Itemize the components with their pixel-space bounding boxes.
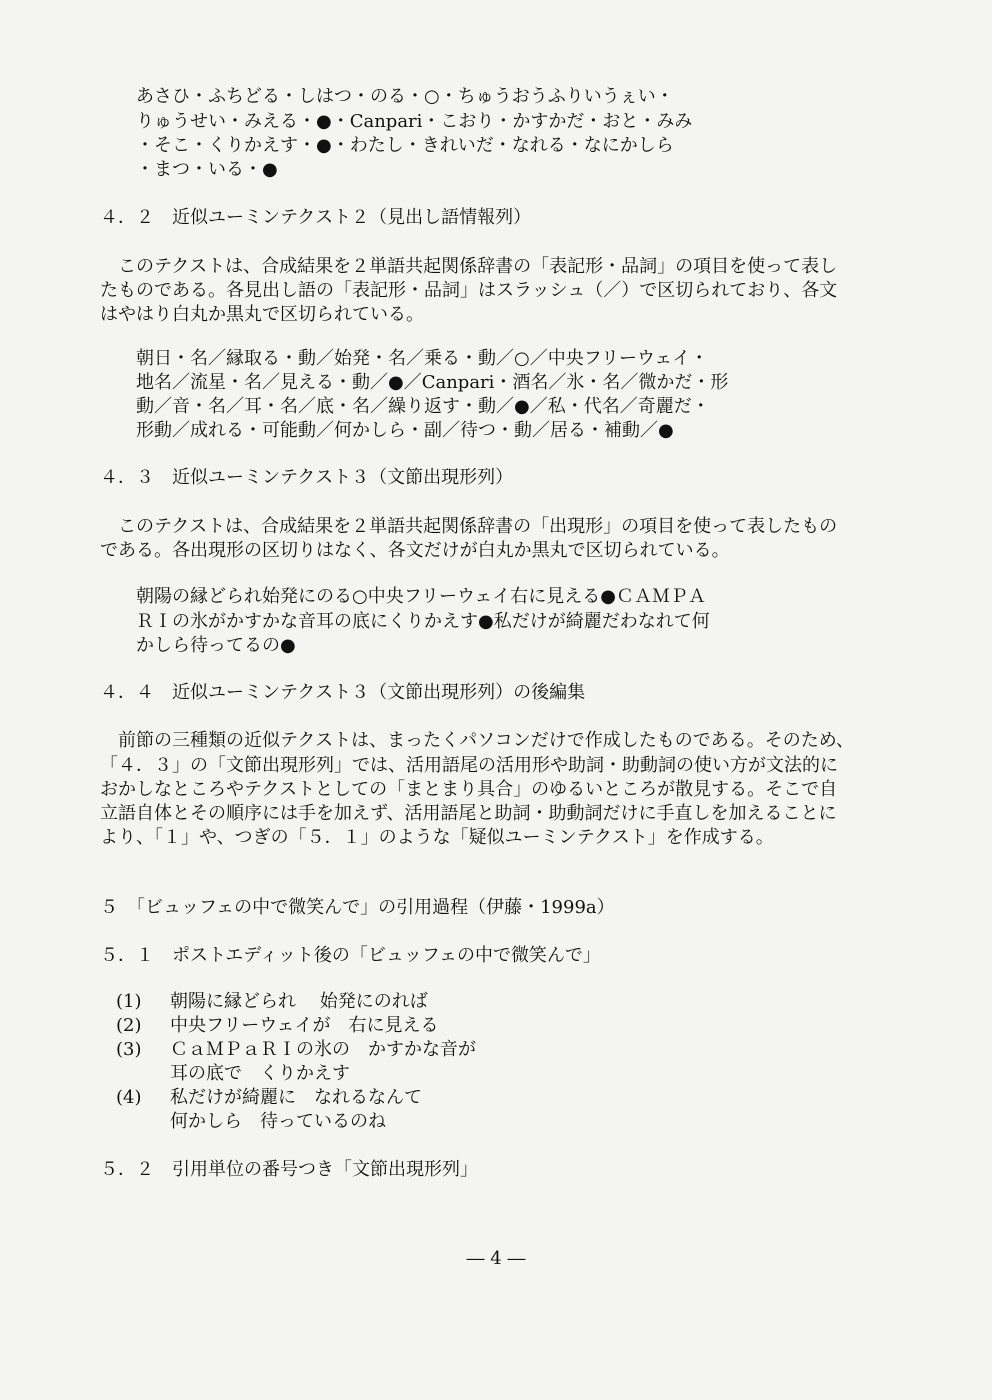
section-heading: ４．３ 近似ユーミンテクスト３（文節出現形列） [100,467,514,488]
list-number: (2) [116,1015,142,1036]
paragraph-line: より、「１」や、つぎの「５．１」のような「疑似ユーミンテクスト」を作成する。 [100,827,774,848]
paragraph-line: このテクストは、合成結果を２単語共起関係辞書の「表記形・品詞」の項目を使って表し [118,256,838,277]
text-line: ・まつ・いる・● [136,159,278,180]
list-item: 中央フリーウェイが 右に見える [170,1015,439,1036]
section-heading: ５．２ 引用単位の番号つき「文節出現形列」 [100,1159,478,1180]
list-number: (4) [116,1087,142,1108]
page-number: ― 4 ― [466,1248,526,1269]
paragraph-line: たものである。各見出し語の「表記形・品詞」はスラッシュ（／）で区切られており、各文 [100,280,838,301]
text-line: ・そこ・くりかえす・●・わたし・きれいだ・なれる・なにかしら [136,135,674,156]
text-line: 朝日・名／縁取る・動／始発・名／乗る・動／○／中央フリーウェイ・ [136,348,709,369]
section-heading: ４．４ 近似ユーミンテクスト３（文節出現形列）の後編集 [100,682,586,703]
list-item-continuation: 耳の底で くりかえす [170,1063,350,1084]
list-number: (3) [116,1039,142,1060]
paragraph-line: 立語自体とその順序には手を加えず、活用語尾と助詞・助動詞だけに手直しを加えることに [100,803,837,824]
paragraph-line: このテクストは、合成結果を２単語共起関係辞書の「出現形」の項目を使って表したもの [118,516,838,537]
text-line: かしら待ってるの● [136,635,296,656]
paragraph-line: である。各出現形の区切りはなく、各文だけが白丸か黒丸で区切られている。 [100,540,730,561]
paragraph-line: はやはり白丸か黒丸で区切られている。 [100,304,424,325]
text-line: 動／音・名／耳・名／底・名／繰り返す・動／●／私・代名／奇麗だ・ [136,396,710,417]
text-line: 朝陽の縁どられ始発にのる○中央フリーウェイ右に見える●ＣＡＭＰＡ [136,586,706,607]
paragraph-line: おかしなところやテクストとしての「まとまり具合」のゆるいところが散見する。そこで自 [100,779,838,800]
section-heading: ５．１ ポストエディット後の「ビュッフェの中で微笑んで」 [100,945,601,966]
paragraph-line: 前節の三種類の近似テクストは、まったくパソコンだけで作成したものである。そのため、 [118,730,855,751]
text-line: りゅうせい・みえる・●・Canpari・こおり・かすかだ・おと・みみ [136,111,693,132]
text-line: あさひ・ふちどる・しはつ・のる・○・ちゅうおうふりいうぇい・ [136,86,674,107]
list-item-continuation: 何かしら 待っているのね [170,1111,386,1132]
text-line: 形動／成れる・可能動／何かしら・副／待つ・動／居る・補動／● [136,420,674,441]
section-heading: ４．２ 近似ユーミンテクスト２（見出し語情報列） [100,207,532,228]
section-heading: ５ 「ビュッフェの中で微笑んで」の引用過程（伊藤・1999a） [100,897,615,918]
paragraph-line: 「４．３」の「文節出現形列」では、活用語尾の活用形や助詞・助動詞の使い方が文法的に [100,755,838,776]
list-number: (1) [116,991,142,1012]
text-line: ＲＩの氷がかすかな音耳の底にくりかえす●私だけが綺麗だわなれて何 [136,611,710,632]
list-item: 私だけが綺麗に なれるなんて [170,1087,422,1108]
list-item: 朝陽に縁どられ 始発にのれば [170,991,428,1012]
list-item: ＣａＭＰａＲＩの氷の かすかな音が [170,1039,476,1060]
text-line: 地名／流星・名／見える・動／●／Canpari・酒名／氷・名／微かだ・形 [136,372,729,393]
